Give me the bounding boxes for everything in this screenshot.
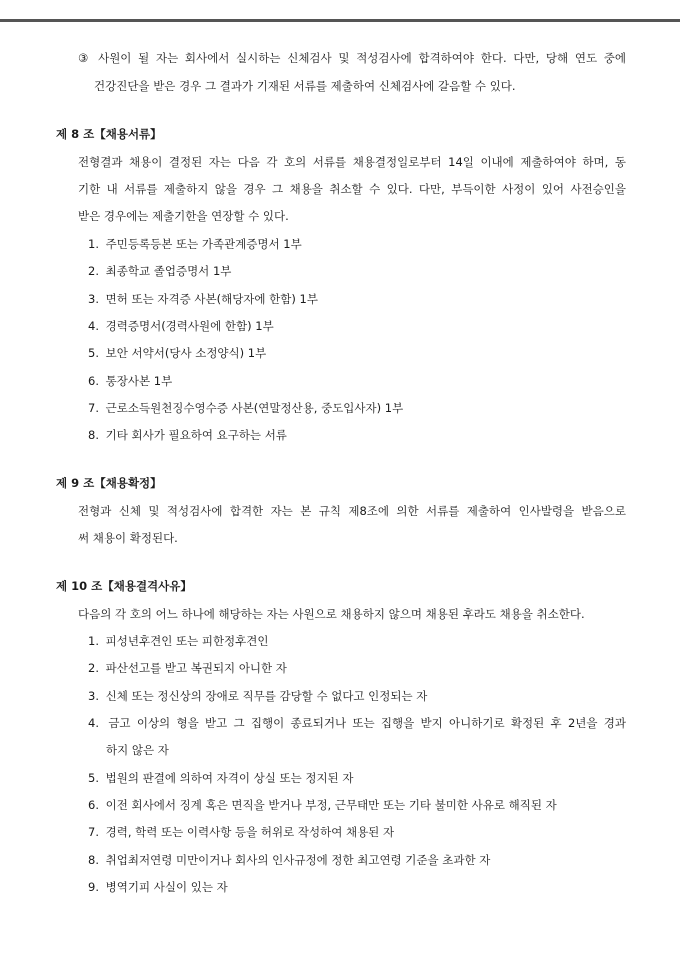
item-number: 5. — [88, 346, 99, 360]
article-8-line-3: 받은 경우에는 제출기한을 연장할 수 있다. — [78, 209, 289, 223]
item-text: 피성년후견인 또는 피한정후견인 — [105, 634, 269, 648]
article-8-item — [88, 374, 172, 388]
article-10-item-continuation: 하지 않은 자 — [106, 743, 169, 757]
article-9-line-1: 전형과 신체 및 적성검사에 합격한 자는 본 규칙 제8조에 의한 서류를 제출하여 인사발령을 받음으로 — [78, 504, 626, 518]
article-10-item — [88, 716, 626, 730]
item-number: 2. — [88, 264, 99, 278]
article-8-item — [88, 292, 318, 306]
item-text: 보안 서약서(당사 소정양식) 1부 — [105, 346, 267, 360]
item-text: 주민등록등본 또는 가족관계증명서 1부 — [105, 237, 302, 251]
para3-line-1: ③ 사원이 될 자는 회사에서 실시하는 신체검사 및 적성검사에 합격하여야 한다. 다만, 당해 연도 중에 — [78, 51, 626, 65]
para3-line-2: 건강진단을 받은 경우 그 결과가 기재된 서류를 제출하여 신체검사에 갈음할 수 있다. — [94, 79, 516, 93]
item-number: 1. — [88, 634, 99, 648]
item-text: 면허 또는 자격증 사본(해당자에 한함) 1부 — [105, 292, 318, 306]
article-8-item — [88, 237, 302, 251]
article-9-line-2: 써 채용이 확정된다. — [78, 531, 178, 545]
item-number: 7. — [88, 825, 99, 839]
item-number: 1. — [88, 237, 99, 251]
item-number: 3. — [88, 689, 99, 703]
item-text: 신체 또는 정신상의 장애로 직무를 감당할 수 없다고 인정되는 자 — [105, 689, 428, 703]
item-text: 취업최저연령 미만이거나 회사의 인사규정에 정한 최고연령 기준을 초과한 자 — [105, 853, 491, 867]
article-8-item — [88, 428, 287, 442]
item-number: 6. — [88, 374, 99, 388]
page-top-rule — [0, 19, 680, 22]
article-8-line-2: 기한 내 서류를 제출하지 않을 경우 그 채용을 취소할 수 있다. 다만, 부득이한 사정이 있어 사전승인을 — [78, 182, 626, 196]
item-number: 5. — [88, 771, 99, 785]
item-number: 2. — [88, 661, 99, 675]
item-text: 병역기피 사실이 있는 자 — [105, 880, 228, 894]
item-number: 3. — [88, 292, 99, 306]
item-number: 4. — [88, 319, 99, 333]
item-text: 기타 회사가 필요하여 요구하는 서류 — [105, 428, 287, 442]
article-8-line-1: 전형결과 채용이 결정된 자는 다음 각 호의 서류를 채용결정일로부터 14일 이내에 제출하여야 하며, 동 — [78, 155, 626, 169]
article-10-item — [88, 634, 269, 648]
article-8-item — [88, 264, 231, 278]
article-8-item — [88, 401, 403, 415]
item-number: 4. — [88, 716, 99, 730]
item-text: 이전 회사에서 징계 혹은 면직을 받거나 부정, 근무태만 또는 기타 불미한 사유로 해직된 자 — [105, 798, 557, 812]
item-text: 법원의 판결에 의하여 자격이 상실 또는 정지된 자 — [105, 771, 354, 785]
article-8-item — [88, 319, 274, 333]
article-10-item — [88, 771, 353, 785]
article-10-item — [88, 880, 228, 894]
item-text: 최종학교 졸업증명서 1부 — [105, 264, 232, 278]
item-number: 6. — [88, 798, 99, 812]
article-10-item — [88, 661, 287, 675]
article-9-title: 제 9 조【채용확정】 — [56, 476, 162, 490]
article-10-item — [88, 825, 394, 839]
item-number: 8. — [88, 853, 99, 867]
article-10-title: 제 10 조【채용결격사유】 — [56, 579, 192, 593]
article-10-item — [88, 798, 557, 812]
item-text: 파산선고를 받고 복권되지 아니한 자 — [105, 661, 287, 675]
item-number: 7. — [88, 401, 99, 415]
article-10-item — [88, 689, 427, 703]
article-10-item — [88, 853, 490, 867]
item-text: 경력, 학력 또는 이력사항 등을 허위로 작성하여 채용된 자 — [105, 825, 395, 839]
article-10-line-1: 다음의 각 호의 어느 하나에 해당하는 자는 사원으로 채용하지 않으며 채용된 후라도 채용을 취소한다. — [78, 607, 585, 621]
item-text: 근로소득원천징수영수증 사본(연말정산용, 중도입사자) 1부 — [105, 401, 404, 415]
item-text: 통장사본 1부 — [105, 374, 173, 388]
item-number: 8. — [88, 428, 99, 442]
item-number: 9. — [88, 880, 99, 894]
item-text: 경력증명서(경력사원에 한함) 1부 — [105, 319, 274, 333]
article-8-title: 제 8 조【채용서류】 — [56, 127, 162, 141]
article-8-item — [88, 346, 266, 360]
item-text: 금고 이상의 형을 받고 그 집행이 종료되거나 또는 집행을 받지 아니하기로 확정된 후 2년을 경과 — [108, 716, 627, 730]
